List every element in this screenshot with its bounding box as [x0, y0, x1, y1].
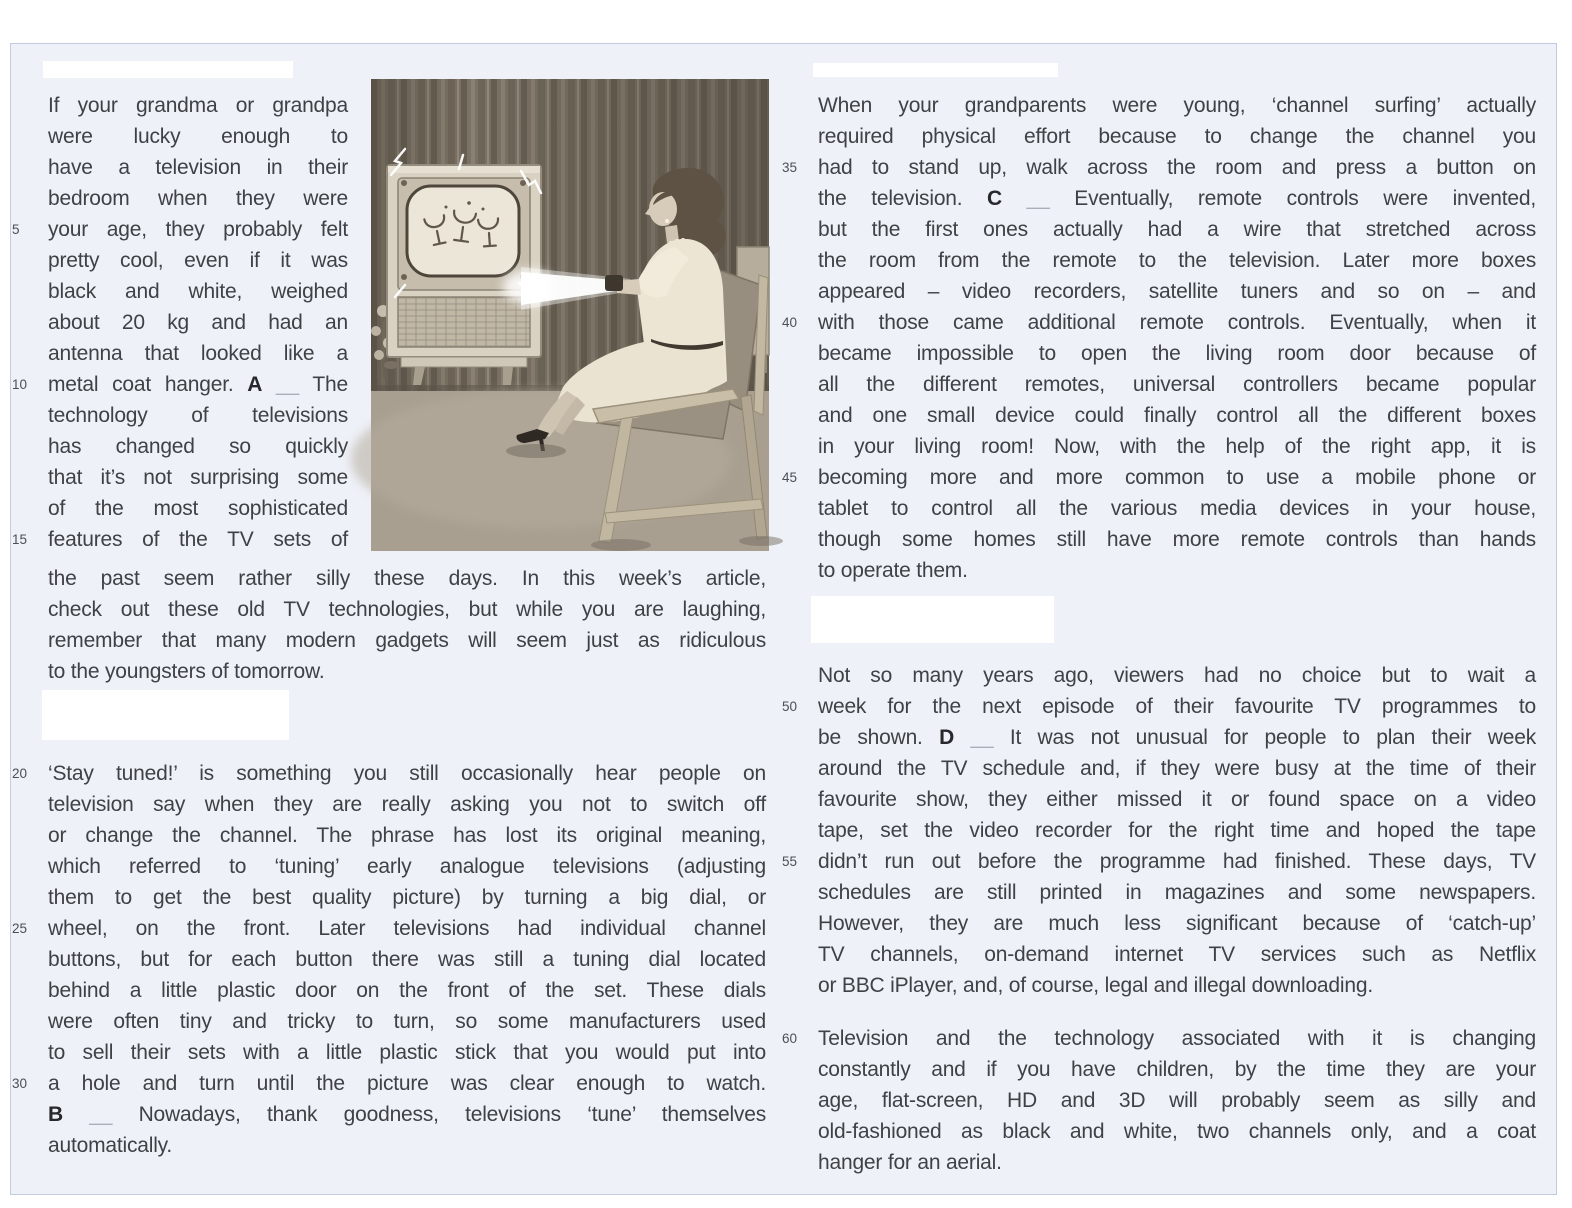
- text-line: constantly and if you have children, by the time they are your: [818, 1058, 1536, 1081]
- text-line: became impossible to open the living room door because of: [818, 342, 1536, 365]
- text-line: Not so many years ago, viewers had no choice but to wait a: [818, 664, 1536, 687]
- line-number: 45: [782, 470, 798, 485]
- text-line: them to get the best quality picture) by turning a big dial, or: [48, 886, 766, 909]
- article-panel: [10, 43, 1557, 1195]
- text-line: were often tiny and tricky to turn, so some manufacturers used: [48, 1010, 766, 1033]
- answer-blank: __: [970, 726, 994, 749]
- text-line: When your grandparents were young, ‘channel surfing’ actually: [818, 94, 1536, 117]
- text-line: to operate them.: [818, 559, 968, 582]
- text-line: 30 a hole and turn until the picture was clear enough to watch.: [48, 1068, 766, 1099]
- line-number: 60: [782, 1031, 798, 1046]
- line-number: 15: [12, 532, 28, 547]
- text-line: 50 week for the next episode of their favourite TV programmes to: [818, 691, 1536, 722]
- text-line: of the most sophisticated: [48, 497, 348, 520]
- text-line: technology of televisions: [48, 404, 348, 427]
- text-line: B __ Nowadays, thank goodness, televisions ‘tune’ themselves: [48, 1103, 767, 1126]
- paragraph-1-narrow: [12, 90, 348, 555]
- text-line: 20 ‘Stay tuned!’ is something you still occasionally hear people on: [48, 758, 766, 789]
- line-number: 5: [12, 222, 20, 237]
- paragraph-4: [782, 660, 1536, 1001]
- line-number: 20: [12, 766, 28, 781]
- text-line: pretty cool, even if it was: [48, 249, 348, 272]
- text-line: be shown. D __ It was not unusual for people to plan their week: [818, 726, 1536, 749]
- paragraph-1-wide: [48, 563, 766, 687]
- text-line: old-fashioned as black and white, two channels only, and a coat: [818, 1120, 1536, 1143]
- text-line: to sell their sets with a little plastic stick that you would put into: [48, 1041, 766, 1064]
- television: [387, 149, 541, 385]
- text-line: about 20 kg and had an: [48, 311, 348, 334]
- text-line: has changed so quickly: [48, 435, 348, 458]
- text-line: and one small device could finally control all the different boxes: [818, 404, 1536, 427]
- text-line: schedules are still printed in magazines and some newspapers.: [818, 881, 1536, 904]
- text-line: 60 Television and the technology associated with it is changing: [818, 1023, 1536, 1054]
- text-line: the past seem rather silly these days. In this week’s article,: [48, 567, 766, 590]
- text-line: 40 with those came additional remote controls. Eventually, when it: [818, 307, 1536, 338]
- vintage-tv-photo: [371, 79, 769, 551]
- text-line: 15 features of the TV sets of: [48, 524, 348, 555]
- text-line: TV channels, on-demand internet TV services such as Netflix: [818, 943, 1536, 966]
- text-line: If your grandma or grandpa: [48, 94, 348, 117]
- gap-marker-d: D: [939, 726, 955, 749]
- text-line: 5 your age, they probably felt: [48, 214, 348, 245]
- text-line: the television. C __ Eventually, remote controls were invented,: [818, 187, 1536, 210]
- text-line: black and white, weighed: [48, 280, 348, 303]
- text-line: television say when they are really asking you not to switch off: [48, 793, 766, 816]
- text-line: automatically.: [48, 1134, 173, 1157]
- line-number: 10: [12, 377, 28, 392]
- text-line: to the youngsters of tomorrow.: [48, 660, 325, 683]
- line-number: 40: [782, 315, 798, 330]
- text-line: hanger for an aerial.: [818, 1151, 1002, 1174]
- redacted-heading-3: [813, 63, 1058, 77]
- text-line: all the different remotes, universal controllers became popular: [818, 373, 1536, 396]
- text-line: favourite show, they either missed it or found space on a video: [818, 788, 1536, 811]
- line-number: 30: [12, 1076, 28, 1091]
- text-line: which referred to ‘tuning’ early analogue televisions (adjusting: [48, 855, 766, 878]
- text-line: tape, set the video recorder for the right time and hoped the tape: [818, 819, 1536, 842]
- text-line: remember that many modern gadgets will seem just as ridiculous: [48, 629, 766, 652]
- gap-marker-a: A: [247, 373, 263, 396]
- text-line: behind a little plastic door on the front of the set. These dials: [48, 979, 766, 1002]
- text-line: check out these old TV technologies, but while you are laughing,: [48, 598, 766, 621]
- line-number: 35: [782, 160, 798, 175]
- text-line: 55 didn’t run out before the programme had finished. These days, TV: [818, 846, 1536, 877]
- text-line: in your living room! Now, with the help of the right app, it is: [818, 435, 1536, 458]
- redacted-heading-1: [43, 61, 293, 78]
- text-line: or change the channel. The phrase has lost its original meaning,: [48, 824, 766, 847]
- line-number: 50: [782, 699, 798, 714]
- text-line: 35 had to stand up, walk across the room and press a button on: [818, 152, 1536, 183]
- gap-marker-b: B: [48, 1103, 63, 1126]
- text-line: the room from the remote to the television. Later more boxes: [818, 249, 1536, 272]
- text-line: but the first ones actually had a wire that stretched across: [818, 218, 1536, 241]
- text-line: antenna that looked like a: [48, 342, 348, 365]
- text-line: age, flat-screen, HD and 3D will probably seem as silly and: [818, 1089, 1536, 1112]
- paragraph-5: [782, 1023, 1536, 1178]
- text-line: required physical effort because to change the channel you: [818, 125, 1536, 148]
- text-line: appeared – video recorders, satellite tuners and so on – and: [818, 280, 1536, 303]
- text-line: or BBC iPlayer, and, of course, legal and illegal downloading.: [818, 974, 1373, 997]
- line-number: 25: [12, 921, 28, 936]
- text-line: 25 wheel, on the front. Later televisions had individual channel: [48, 913, 766, 944]
- line-number: 55: [782, 854, 798, 869]
- text-line: However, they are much less significant because of ‘catch-up’: [818, 912, 1536, 935]
- text-line: around the TV schedule and, if they were busy at the time of their: [818, 757, 1536, 780]
- text-line: bedroom when they were: [48, 187, 348, 210]
- text-line: 45 becoming more and more common to use a mobile phone or: [818, 462, 1536, 493]
- text-line: have a television in their: [48, 156, 348, 179]
- text-line: 10 metal coat hanger. A __ The: [48, 369, 348, 400]
- text-line: tablet to control all the various media devices in your house,: [818, 497, 1536, 520]
- redacted-heading-2: [42, 690, 289, 740]
- paragraph-3: [782, 90, 1536, 586]
- gap-marker-c: C: [987, 187, 1003, 210]
- answer-blank: __: [276, 373, 299, 396]
- paragraph-2: [12, 758, 767, 1161]
- answer-blank: __: [1026, 187, 1050, 210]
- redacted-heading-4: [811, 596, 1054, 643]
- answer-blank: __: [89, 1103, 113, 1126]
- text-line: were lucky enough to: [48, 125, 348, 148]
- text-line: buttons, but for each button there was still a tuning dial located: [48, 948, 766, 971]
- text-line: that it’s not surprising some: [48, 466, 348, 489]
- text-line: though some homes still have more remote controls than hands: [818, 528, 1536, 551]
